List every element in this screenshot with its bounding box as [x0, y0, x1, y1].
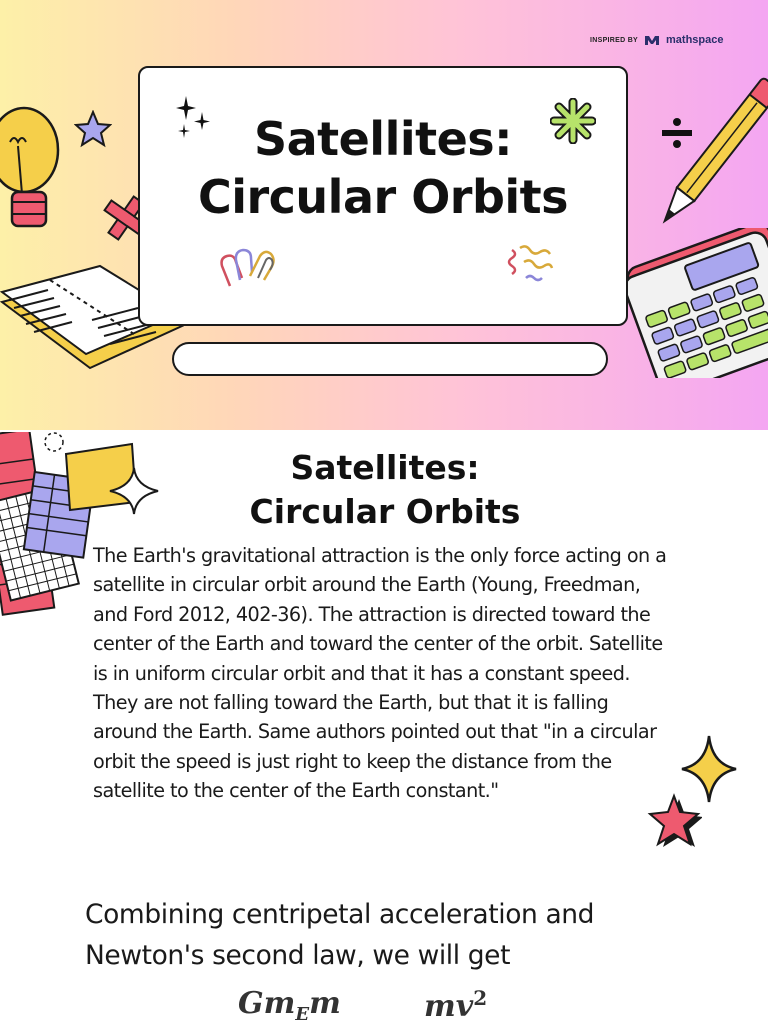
body-paragraph: The Earth's gravitational attraction is the only force acting on a satellite in circular orbit around the Earth (Young, Freedman, and Ford 2012, 402-36). The attraction is directed toward the center of the Earth and toward the center of the orbit. Satellite is in uniform circular orbit and that it has a constant speed. They are not falling toward the Earth, but that it is falling around the Earth. Same authors pointed out that "in a circular orbit the speed is just right to keep the distance from the satellite to the center of the Earth constant.": [93, 544, 667, 803]
brand-credit[interactable]: [590, 34, 724, 46]
asterisk-icon: [550, 98, 596, 144]
inspired-by-label: INSPIRED BY: [590, 36, 639, 44]
formula-rhs-numerator: [424, 986, 487, 1026]
mathspace-logo-icon: [644, 34, 660, 46]
formula-lhs-gm: Gm: [238, 986, 296, 1021]
title-card: [138, 66, 628, 326]
section-title-line1: Satellites:: [290, 448, 480, 487]
star-icon: [74, 110, 112, 148]
formula-rhs-mv: mv: [424, 989, 474, 1024]
section-title: [180, 446, 590, 534]
calculator-icon: [628, 228, 768, 378]
subtitle-pill: [172, 342, 608, 376]
body-paragraph-2: Combining centripetal acceleration and Newton's second law, we will get: [85, 899, 595, 971]
formula-rhs-sup: 2: [473, 986, 488, 1010]
page-title-line2: Circular Orbits: [197, 170, 569, 224]
paperclip-icon: [218, 246, 280, 292]
sparkle-star-icon: [108, 466, 160, 516]
formula-lhs-m: m: [309, 986, 341, 1021]
sparkle-icon: [174, 94, 214, 140]
pencil-icon: [660, 60, 768, 250]
header-banner: [0, 0, 768, 430]
brand-name: mathspace: [666, 34, 724, 46]
formula-lhs-sub: E: [295, 1004, 310, 1025]
squiggle-icon: [502, 244, 554, 288]
section-title-line2: Circular Orbits: [249, 492, 521, 531]
page-title-line1: Satellites:: [253, 112, 513, 166]
lightbulb-icon: [0, 98, 66, 238]
formula-lhs-numerator: [238, 986, 341, 1026]
